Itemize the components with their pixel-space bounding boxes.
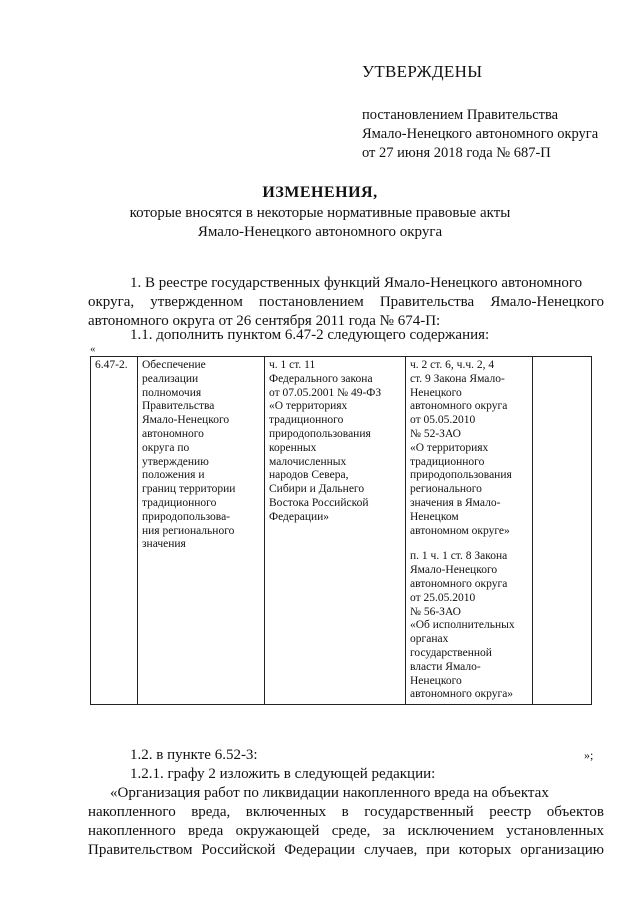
cell-function: Обеспечение реализации полномочия Правительства Ямало-Ненецкого автономного округа по утверждению положения и границ территории традиционного природопользова- ния регионального значения bbox=[138, 357, 265, 705]
decree-line: постановлением Правительства bbox=[362, 107, 559, 123]
section1-line1: 1. В реестре государственных функций Ямало-Ненецкого автономного bbox=[130, 275, 583, 291]
decree-reference bbox=[362, 106, 598, 163]
cell-empty bbox=[533, 357, 592, 705]
regional-law-block-2: п. 1 ч. 1 ст. 8 Закона Ямало-Ненецкого автономного округа от 25.05.2010 № 56-ЗАО «Об исполнительных органах государственной власти Ямало- Ненецкого автономного округа» bbox=[410, 550, 515, 701]
section2-line4: Правительством Российской Федерации случаев, при которых организацию bbox=[88, 842, 604, 858]
table-row bbox=[91, 357, 592, 705]
cell-federal-law: ч. 1 ст. 11 Федерального закона от 07.05.2001 № 49-ФЗ «О территориях традиционного природопользования коренных малочисленных народов Севера, Сибири и Дальнего Востока Российской Федерации» bbox=[265, 357, 406, 705]
quote-close-mark: »; bbox=[584, 748, 594, 762]
section2-line1: «Организация работ по ликвидации накопленного вреда на объектах bbox=[110, 785, 549, 801]
approved-heading: УТВЕРЖДЕНЫ bbox=[362, 62, 483, 81]
registry-table bbox=[90, 356, 592, 705]
regional-law-block-1: ч. 2 ст. 6, ч.ч. 2, 4 ст. 9 Закона Ямало- Ненецкого автономного округа от 05.05.2010 № 52-ЗАО «О территориях традиционного природопользования регионального значения в Ямало- Ненецком автономном округе» bbox=[410, 359, 512, 537]
cell-number: 6.47-2. bbox=[91, 357, 138, 705]
subtitle-line: которые вносятся в некоторые нормативные правовые акты bbox=[129, 205, 511, 221]
item-1-1: 1.1. дополнить пунктом 6.47-2 следующего содержания: bbox=[130, 327, 490, 343]
section2-line3: накопленного вреда окружающей среде, за исключением установленных bbox=[88, 823, 604, 839]
decree-line: от 27 июня 2018 года № 687-П bbox=[362, 145, 551, 161]
document-subtitle bbox=[0, 204, 640, 242]
decree-line: Ямало-Ненецкого автономного округа bbox=[362, 126, 599, 142]
subtitle-line: Ямало-Ненецкого автономного округа bbox=[197, 224, 443, 240]
quote-open-mark: « bbox=[90, 343, 96, 355]
section1-line2: округа, утвержденном постановлением Правительства Ямало-Ненецкого bbox=[88, 294, 604, 310]
section1-line3: автономного округа от 26 сентября 2011 года № 674-П: bbox=[88, 313, 441, 329]
document-title: ИЗМЕНЕНИЯ, bbox=[262, 184, 378, 201]
cell-regional-law bbox=[406, 357, 533, 705]
item-1-2-1: 1.2.1. графу 2 изложить в следующей редакции: bbox=[130, 766, 436, 782]
item-1-2: 1.2. в пункте 6.52-3: bbox=[130, 747, 258, 763]
section2-line2: накопленного вреда, включенных в государственный реестр объектов bbox=[88, 804, 604, 820]
